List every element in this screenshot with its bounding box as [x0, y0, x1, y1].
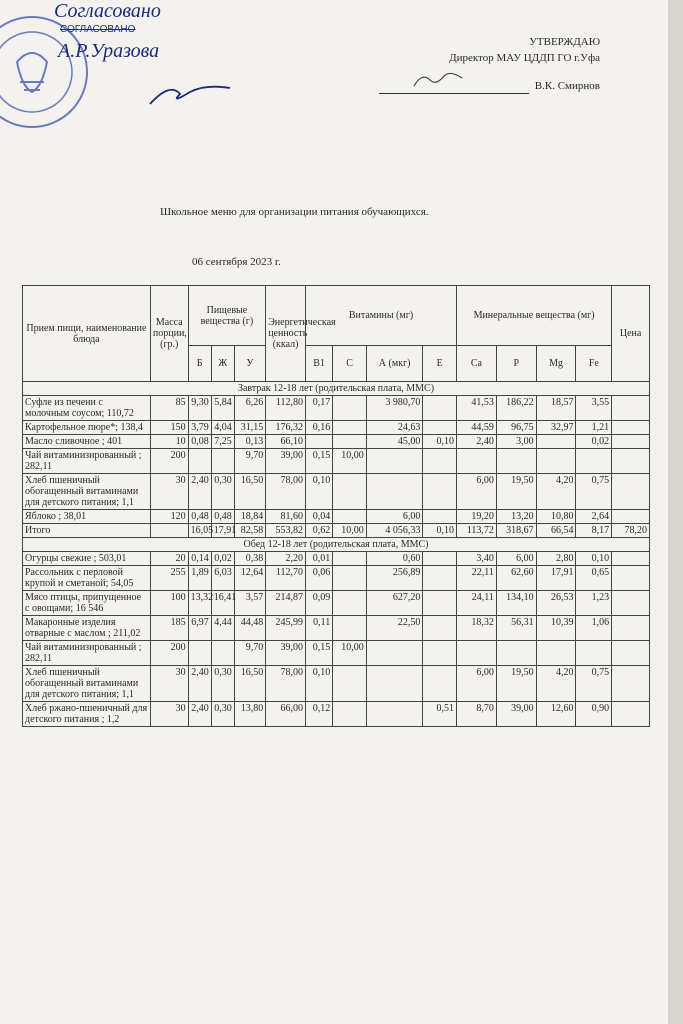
cell-mass	[150, 524, 188, 538]
cell-fe: 0,65	[576, 566, 612, 591]
cell-fe	[576, 449, 612, 474]
cell-ca: 22,11	[457, 566, 497, 591]
cell-mass: 30	[150, 666, 188, 702]
cell-u: 0,38	[234, 552, 265, 566]
cell-zh: 0,02	[211, 552, 234, 566]
cell-b: 0,14	[188, 552, 211, 566]
header-b: Б	[188, 346, 211, 382]
cell-a: 3 980,70	[366, 396, 423, 421]
header-mass: Масса порции, (гр.)	[150, 286, 188, 382]
cell-p: 318,67	[496, 524, 536, 538]
cell-price	[612, 666, 650, 702]
cell-zh: 0,48	[211, 510, 234, 524]
cell-energy: 39,00	[266, 449, 306, 474]
approval-heading: УТВЕРЖДАЮ	[529, 36, 600, 48]
header-mg: Mg	[536, 346, 576, 382]
cell-name: Чай витаминизированный ; 282,11	[23, 641, 151, 666]
cell-a: 6,00	[366, 510, 423, 524]
cell-c: 10,00	[333, 449, 367, 474]
cell-price	[612, 396, 650, 421]
agreed-handwritten-text: Согласовано	[54, 0, 161, 22]
cell-b1: 0,04	[306, 510, 333, 524]
cell-energy: 245,99	[266, 616, 306, 641]
cell-ca: 24,11	[457, 591, 497, 616]
cell-name: Суфле из печени с молочным соусом; 110,72	[23, 396, 151, 421]
cell-mass: 20	[150, 552, 188, 566]
cell-zh: 0,30	[211, 666, 234, 702]
cell-e: 0,51	[423, 702, 457, 727]
cell-u: 9,70	[234, 641, 265, 666]
cell-price	[612, 421, 650, 435]
cell-energy: 553,82	[266, 524, 306, 538]
cell-mass: 85	[150, 396, 188, 421]
cell-zh: 0,30	[211, 474, 234, 510]
cell-mg: 4,20	[536, 474, 576, 510]
cell-b1: 0,06	[306, 566, 333, 591]
cell-name: Хлеб пшеничный обогащенный витаминами для детского питания; 1,1	[23, 474, 151, 510]
cell-b: 0,08	[188, 435, 211, 449]
cell-ca: 19,20	[457, 510, 497, 524]
cell-u: 18,84	[234, 510, 265, 524]
cell-u: 13,80	[234, 702, 265, 727]
cell-price	[612, 616, 650, 641]
header-e: Е	[423, 346, 457, 382]
cell-zh: 6,03	[211, 566, 234, 591]
cell-a: 24,63	[366, 421, 423, 435]
header-a: А (мкг)	[366, 346, 423, 382]
cell-mass: 120	[150, 510, 188, 524]
cell-mg: 66,54	[536, 524, 576, 538]
cell-p	[496, 641, 536, 666]
document-date: 06 сентября 2023 г.	[192, 256, 281, 268]
cell-price	[612, 435, 650, 449]
cell-p: 39,00	[496, 702, 536, 727]
cell-c	[333, 566, 367, 591]
cell-energy: 2,20	[266, 552, 306, 566]
cell-zh	[211, 641, 234, 666]
header-c: С	[333, 346, 367, 382]
header-energy: Энергетическая ценность (ккал)	[266, 286, 306, 382]
cell-name: Огурцы свежие ; 503,01	[23, 552, 151, 566]
cell-u: 0,13	[234, 435, 265, 449]
cell-c	[333, 474, 367, 510]
cell-b: 6,97	[188, 616, 211, 641]
cell-e	[423, 421, 457, 435]
header-vitamins: Витамины (мг)	[306, 286, 457, 346]
cell-mass: 150	[150, 421, 188, 435]
cell-b1: 0,11	[306, 616, 333, 641]
approval-block	[360, 34, 600, 94]
header-price: Цена	[612, 286, 650, 382]
cell-energy: 66,00	[266, 702, 306, 727]
header-zh: Ж	[211, 346, 234, 382]
cell-name: Мясо птицы, припущенное с овощами; 16 546	[23, 591, 151, 616]
cell-mg	[536, 435, 576, 449]
cell-p	[496, 449, 536, 474]
cell-ca: 18,32	[457, 616, 497, 641]
cell-mass: 185	[150, 616, 188, 641]
cell-mass: 255	[150, 566, 188, 591]
cell-energy: 176,32	[266, 421, 306, 435]
cell-ca: 6,00	[457, 666, 497, 702]
cell-p: 19,50	[496, 666, 536, 702]
cell-fe: 0,75	[576, 474, 612, 510]
cell-zh: 4,44	[211, 616, 234, 641]
cell-ca: 41,53	[457, 396, 497, 421]
cell-mass: 30	[150, 702, 188, 727]
cell-b1: 0,15	[306, 641, 333, 666]
table-row	[23, 702, 650, 727]
cell-c	[333, 396, 367, 421]
approval-position: Директор МАУ ЦДДП ГО г.Уфа	[449, 52, 600, 64]
cell-energy: 39,00	[266, 641, 306, 666]
agreed-signer-handwritten: А.Р.Уразова	[58, 40, 160, 62]
cell-p: 19,50	[496, 474, 536, 510]
cell-price	[612, 510, 650, 524]
cell-zh: 16,41	[211, 591, 234, 616]
cell-c	[333, 591, 367, 616]
cell-a: 4 056,33	[366, 524, 423, 538]
cell-ca: 113,72	[457, 524, 497, 538]
cell-name: Итого	[23, 524, 151, 538]
cell-name: Чай витаминизированный ; 282,11	[23, 449, 151, 474]
cell-b1: 0,17	[306, 396, 333, 421]
header-ca: Ca	[457, 346, 497, 382]
cell-b: 16,05	[188, 524, 211, 538]
cell-ca: 44,59	[457, 421, 497, 435]
agreed-label: СОГЛАСОВАНО	[60, 24, 136, 35]
cell-mg: 26,53	[536, 591, 576, 616]
cell-b: 2,40	[188, 702, 211, 727]
section-header-row	[23, 538, 650, 552]
cell-p: 6,00	[496, 552, 536, 566]
cell-ca	[457, 641, 497, 666]
cell-b1: 0,16	[306, 421, 333, 435]
table-row	[23, 510, 650, 524]
cell-u: 44,48	[234, 616, 265, 641]
header-nutrients: Пищевые вещества (г)	[188, 286, 266, 346]
table-row	[23, 396, 650, 421]
cell-c	[333, 616, 367, 641]
cell-mass: 30	[150, 474, 188, 510]
cell-price: 78,20	[612, 524, 650, 538]
cell-u: 16,50	[234, 666, 265, 702]
table-row	[23, 616, 650, 641]
cell-mass: 100	[150, 591, 188, 616]
cell-fe	[576, 641, 612, 666]
cell-e: 0,10	[423, 435, 457, 449]
table-row	[23, 591, 650, 616]
cell-zh: 4,04	[211, 421, 234, 435]
cell-energy: 112,70	[266, 566, 306, 591]
cell-b1	[306, 435, 333, 449]
cell-fe: 1,06	[576, 616, 612, 641]
cell-a: 45,00	[366, 435, 423, 449]
cell-e	[423, 396, 457, 421]
cell-fe: 0,10	[576, 552, 612, 566]
cell-price	[612, 552, 650, 566]
cell-fe: 1,21	[576, 421, 612, 435]
cell-u: 3,57	[234, 591, 265, 616]
cell-mass: 200	[150, 641, 188, 666]
cell-c	[333, 421, 367, 435]
cell-u: 9,70	[234, 449, 265, 474]
cell-b: 0,48	[188, 510, 211, 524]
cell-b: 3,79	[188, 421, 211, 435]
cell-ca: 2,40	[457, 435, 497, 449]
header-b1: В1	[306, 346, 333, 382]
cell-mg: 2,80	[536, 552, 576, 566]
cell-p: 96,75	[496, 421, 536, 435]
table-row	[23, 474, 650, 510]
cell-a: 0,60	[366, 552, 423, 566]
cell-p: 3,00	[496, 435, 536, 449]
cell-e	[423, 616, 457, 641]
cell-mg: 32,97	[536, 421, 576, 435]
cell-a: 256,89	[366, 566, 423, 591]
cell-fe: 3,55	[576, 396, 612, 421]
cell-zh	[211, 449, 234, 474]
cell-name: Яблоко ; 38,01	[23, 510, 151, 524]
cell-p: 13,20	[496, 510, 536, 524]
cell-mass: 10	[150, 435, 188, 449]
cell-b: 2,40	[188, 666, 211, 702]
cell-mass: 200	[150, 449, 188, 474]
cell-a	[366, 474, 423, 510]
cell-p: 62,60	[496, 566, 536, 591]
director-signature-icon	[410, 70, 470, 92]
approval-name: В.К. Смирнов	[534, 80, 600, 92]
section-header-row	[23, 382, 650, 396]
cell-e	[423, 449, 457, 474]
cell-energy: 112,80	[266, 396, 306, 421]
cell-ca: 8,70	[457, 702, 497, 727]
cell-u: 31,15	[234, 421, 265, 435]
cell-e	[423, 552, 457, 566]
cell-b	[188, 449, 211, 474]
cell-energy: 78,00	[266, 666, 306, 702]
cell-mg: 17,91	[536, 566, 576, 591]
cell-a	[366, 702, 423, 727]
cell-b	[188, 641, 211, 666]
cell-b: 9,30	[188, 396, 211, 421]
cell-ca	[457, 449, 497, 474]
cell-a: 22,50	[366, 616, 423, 641]
header-fe: Fe	[576, 346, 612, 382]
cell-c: 10,00	[333, 641, 367, 666]
header-p: P	[496, 346, 536, 382]
table-row	[23, 566, 650, 591]
cell-price	[612, 591, 650, 616]
header-minerals: Минеральные вещества (мг)	[457, 286, 612, 346]
header-meal: Прием пищи, наименование блюда	[23, 286, 151, 382]
cell-c	[333, 702, 367, 727]
table-row	[23, 641, 650, 666]
cell-name: Рассольник с перловой крупой и сметаной; 54,05	[23, 566, 151, 591]
cell-zh: 0,30	[211, 702, 234, 727]
cell-p: 134,10	[496, 591, 536, 616]
cell-name: Картофельное пюре*; 138,4	[23, 421, 151, 435]
cell-b1: 0,01	[306, 552, 333, 566]
cell-e	[423, 641, 457, 666]
document-title: Школьное меню для организации питания обучающихся.	[160, 206, 429, 218]
cell-name: Хлеб пшеничный обогащенный витаминами для детского питания; 1,1	[23, 666, 151, 702]
cell-mg: 18,57	[536, 396, 576, 421]
cell-mg: 10,39	[536, 616, 576, 641]
cell-e	[423, 666, 457, 702]
table-row	[23, 666, 650, 702]
cell-price	[612, 702, 650, 727]
cell-price	[612, 449, 650, 474]
table-row	[23, 552, 650, 566]
page-edge	[668, 0, 683, 1024]
menu-table-body	[23, 382, 650, 727]
cell-price	[612, 566, 650, 591]
table-row	[23, 435, 650, 449]
cell-name: Масло сливочное ; 401	[23, 435, 151, 449]
cell-fe: 2,64	[576, 510, 612, 524]
cell-b: 2,40	[188, 474, 211, 510]
cell-energy: 78,00	[266, 474, 306, 510]
cell-fe: 0,90	[576, 702, 612, 727]
cell-a	[366, 666, 423, 702]
cell-name: Макаронные изделия отварные с маслом ; 211,02	[23, 616, 151, 641]
cell-e: 0,10	[423, 524, 457, 538]
section-title: Обед 12-18 лет (родительская плата, ММС)	[23, 538, 650, 552]
cell-u: 6,26	[234, 396, 265, 421]
cell-u: 16,50	[234, 474, 265, 510]
menu-table	[22, 285, 650, 727]
cell-energy: 66,10	[266, 435, 306, 449]
cell-fe: 1,23	[576, 591, 612, 616]
cell-b: 1,89	[188, 566, 211, 591]
cell-energy: 214,87	[266, 591, 306, 616]
cell-b1: 0,10	[306, 474, 333, 510]
cell-mg: 10,80	[536, 510, 576, 524]
cell-mg: 4,20	[536, 666, 576, 702]
cell-price	[612, 641, 650, 666]
table-row	[23, 449, 650, 474]
cell-c	[333, 435, 367, 449]
cell-ca: 6,00	[457, 474, 497, 510]
cell-p: 186,22	[496, 396, 536, 421]
cell-zh: 7,25	[211, 435, 234, 449]
cell-c	[333, 552, 367, 566]
cell-mg: 12,60	[536, 702, 576, 727]
table-row	[23, 524, 650, 538]
cell-zh: 17,91	[211, 524, 234, 538]
cell-e	[423, 474, 457, 510]
signature-icon	[30, 0, 260, 120]
cell-energy: 81,60	[266, 510, 306, 524]
cell-c	[333, 510, 367, 524]
section-title: Завтрак 12-18 лет (родительская плата, ММС)	[23, 382, 650, 396]
cell-p: 56,31	[496, 616, 536, 641]
cell-b1: 0,12	[306, 702, 333, 727]
cell-name: Хлеб ржано-пшеничный для детского питания ; 1,2	[23, 702, 151, 727]
cell-b1: 0,09	[306, 591, 333, 616]
header-u: У	[234, 346, 265, 382]
cell-b: 13,32	[188, 591, 211, 616]
cell-zh: 5,84	[211, 396, 234, 421]
cell-a	[366, 641, 423, 666]
cell-b1: 0,10	[306, 666, 333, 702]
cell-c	[333, 666, 367, 702]
table-row	[23, 421, 650, 435]
cell-mg	[536, 449, 576, 474]
cell-price	[612, 474, 650, 510]
cell-mg	[536, 641, 576, 666]
cell-u: 82,58	[234, 524, 265, 538]
cell-fe: 0,75	[576, 666, 612, 702]
cell-fe: 0,02	[576, 435, 612, 449]
cell-ca: 3,40	[457, 552, 497, 566]
cell-b1: 0,15	[306, 449, 333, 474]
cell-e	[423, 566, 457, 591]
cell-e	[423, 510, 457, 524]
cell-b1: 0,62	[306, 524, 333, 538]
cell-fe: 8,17	[576, 524, 612, 538]
cell-a	[366, 449, 423, 474]
cell-c: 10,00	[333, 524, 367, 538]
cell-u: 12,64	[234, 566, 265, 591]
cell-e	[423, 591, 457, 616]
cell-a: 627,20	[366, 591, 423, 616]
